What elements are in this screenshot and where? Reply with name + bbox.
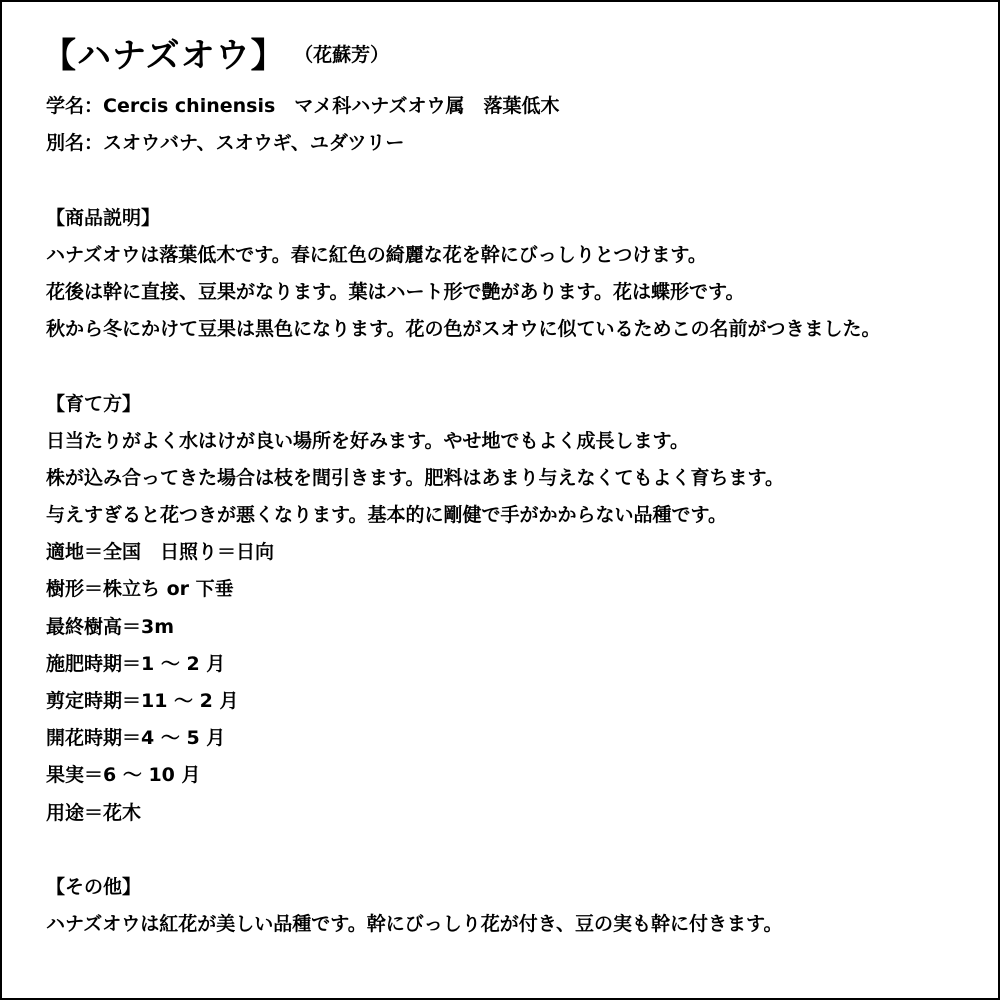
spec-suitable-region: 適地＝全国 日照り＝日向	[46, 541, 275, 564]
description-line: 花後は幹に直接、豆果がなります。葉はハート形で艶があります。花は蝶形です。	[46, 280, 745, 303]
spec-fruit-period: 果実＝6 ～ 10 月	[46, 764, 201, 787]
care-line: 日当たりがよく水はけが良い場所を好みます。やせ地でもよく成長します。	[46, 429, 689, 452]
spec-fertilizing-period: 施肥時期＝1 ～ 2 月	[46, 652, 226, 675]
other-names-line: 別名：スオウバナ、スオウギ、ユダツリー	[46, 132, 405, 155]
page-title: 【ハナズオウ】	[42, 36, 286, 76]
description-heading: 【商品説明】	[46, 206, 161, 229]
spec-pruning-period: 剪定時期＝11 ～ 2 月	[46, 690, 239, 712]
spec-flowering-period: 開花時期＝4 ～ 5 月	[46, 727, 226, 750]
care-line: 与えすぎると花つきが悪くなります。基本的に剛健で手がかからない品種です。	[46, 504, 727, 527]
page-subtitle: （花蘇芳）	[303, 44, 390, 66]
care-heading: 【育て方】	[46, 392, 142, 415]
spec-tree-form: 樹形＝株立ち or 下垂	[46, 578, 234, 601]
other-line: ハナズオウは紅花が美しい品種です。幹にびっしり花が付き、豆の実も幹に付きます。	[46, 913, 783, 936]
title-row	[42, 28, 389, 77]
description-line: 秋から冬にかけて豆果は黒色になります。花の色がスオウに似ているためこの名前がつきました。	[46, 318, 881, 341]
spec-usage: 用途＝花木	[46, 801, 142, 824]
spacer	[46, 832, 988, 869]
document-body	[46, 88, 988, 943]
spec-final-height: 最終樹高＝3m	[46, 615, 175, 638]
other-heading: 【その他】	[46, 875, 142, 898]
spacer	[46, 348, 988, 385]
description-line: ハナズオウは落葉低木です。春に紅色の綺麗な花を幹にびっしりとつけます。	[46, 243, 707, 266]
scientific-name-line: 学名：Cercis chinensis マメ科ハナズオウ属 落葉低木	[46, 95, 560, 117]
care-line: 株が込み合ってきた場合は枝を間引きます。肥料はあまり与えなくてもよく育ちます。	[46, 466, 784, 489]
spacer	[46, 162, 988, 199]
